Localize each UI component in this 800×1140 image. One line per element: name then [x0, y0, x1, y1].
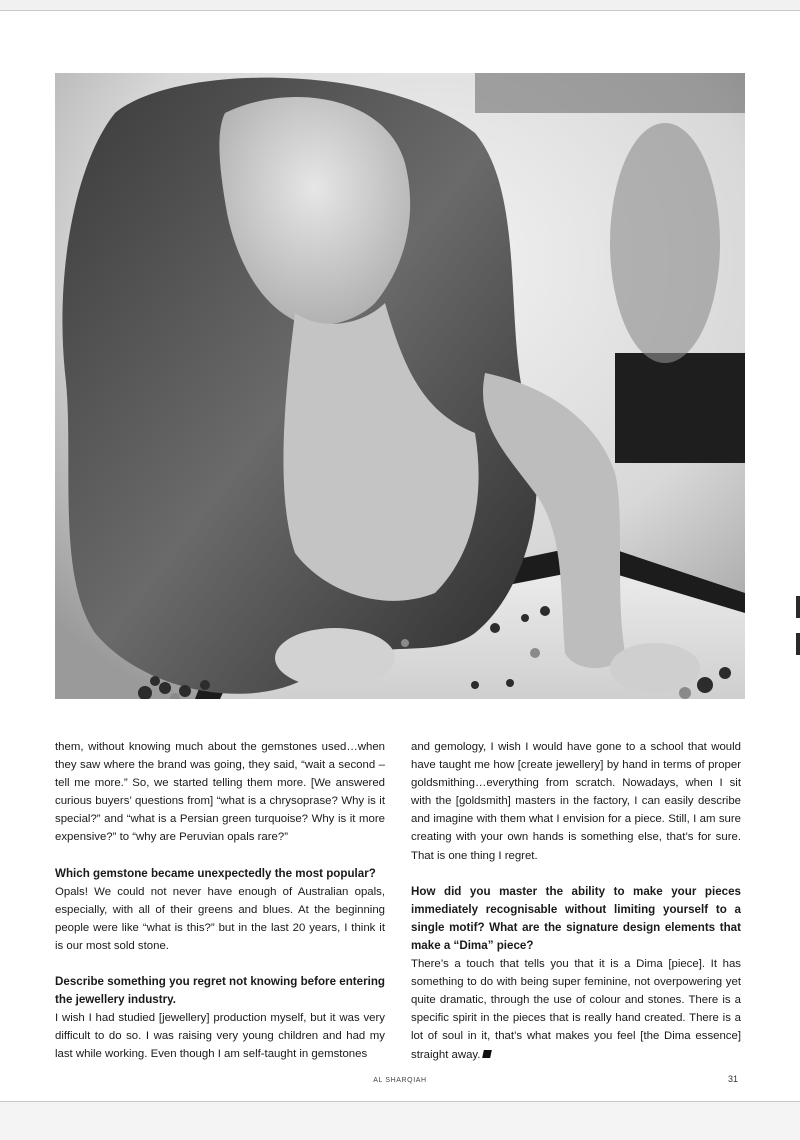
publication-footer: AL SHARQIAH [373, 1077, 427, 1084]
portrait-photo [55, 73, 745, 699]
edge-tab-mark [796, 633, 800, 655]
edge-tab-mark [796, 596, 800, 618]
left-text-column [55, 738, 385, 1082]
interview-answer: I wish I had studied [jewellery] production myself, but it was very difficult to do so. I was raising very young children and had my last while working. Even though I am self-taught in gemstones [55, 1012, 385, 1061]
next-page-edge [0, 1102, 800, 1140]
paragraph: and gemology, I wish I would have gone to a school that would have taught me how [create jewellery] by hand in terms of proper goldsmithing…everything from scratch. Nowadays, when I sit with the [goldsmith] masters in the factory, I can easily describe and imagine with them what I envision for a piece. Still, I am sure creating with your own hands is something else, that’s for sure. That is one thing I regret. [411, 741, 741, 862]
interview-question: Describe something you regret not knowing before entering the jewellery industry. [55, 975, 385, 1007]
interview-question: How did you master the ability to make your pieces immediately recognisable without limiting yourself to a single motif? What are the signature design elements that make a “Dima” piece? [411, 884, 741, 952]
right-text-column [411, 738, 741, 1082]
portrait-photo-art [55, 73, 745, 699]
interview-question: Which gemstone became unexpectedly the most popular? [55, 866, 376, 880]
interview-answer [411, 955, 741, 1064]
answer-text: There’s a touch that tells you that it is a Dima [piece]. It has something to do with being super feminine, not overpowering yet quite dramatic, through the use of colour and stones. There is a specific spirit in the pieces that is really hand created. There is a lot of soul in it, that’s what makes you feel [the Dima essence] straight away. [411, 958, 741, 1061]
interview-answer: Opals! We could not never have enough of Australian opals, especially, with all of their greens and blues. At the beginning people were like “what is this?” but in the last 20 years, I think it is our most sold stone. [55, 885, 385, 952]
magazine-page [0, 10, 800, 1102]
paragraph: them, without knowing much about the gemstones used…when they saw where the brand was going, they said, “wait a second – tell me more.” So, we started telling them more. [We answered curious buyers’ questions from] “what is a chrysoprase? Why is it special?” and “what is a Persian green turquoise? Why is it more expensive?” to “why are Peruvian opals rare?” [55, 741, 385, 844]
end-of-article-mark [483, 1050, 493, 1058]
page-number: 31 [728, 1074, 739, 1084]
